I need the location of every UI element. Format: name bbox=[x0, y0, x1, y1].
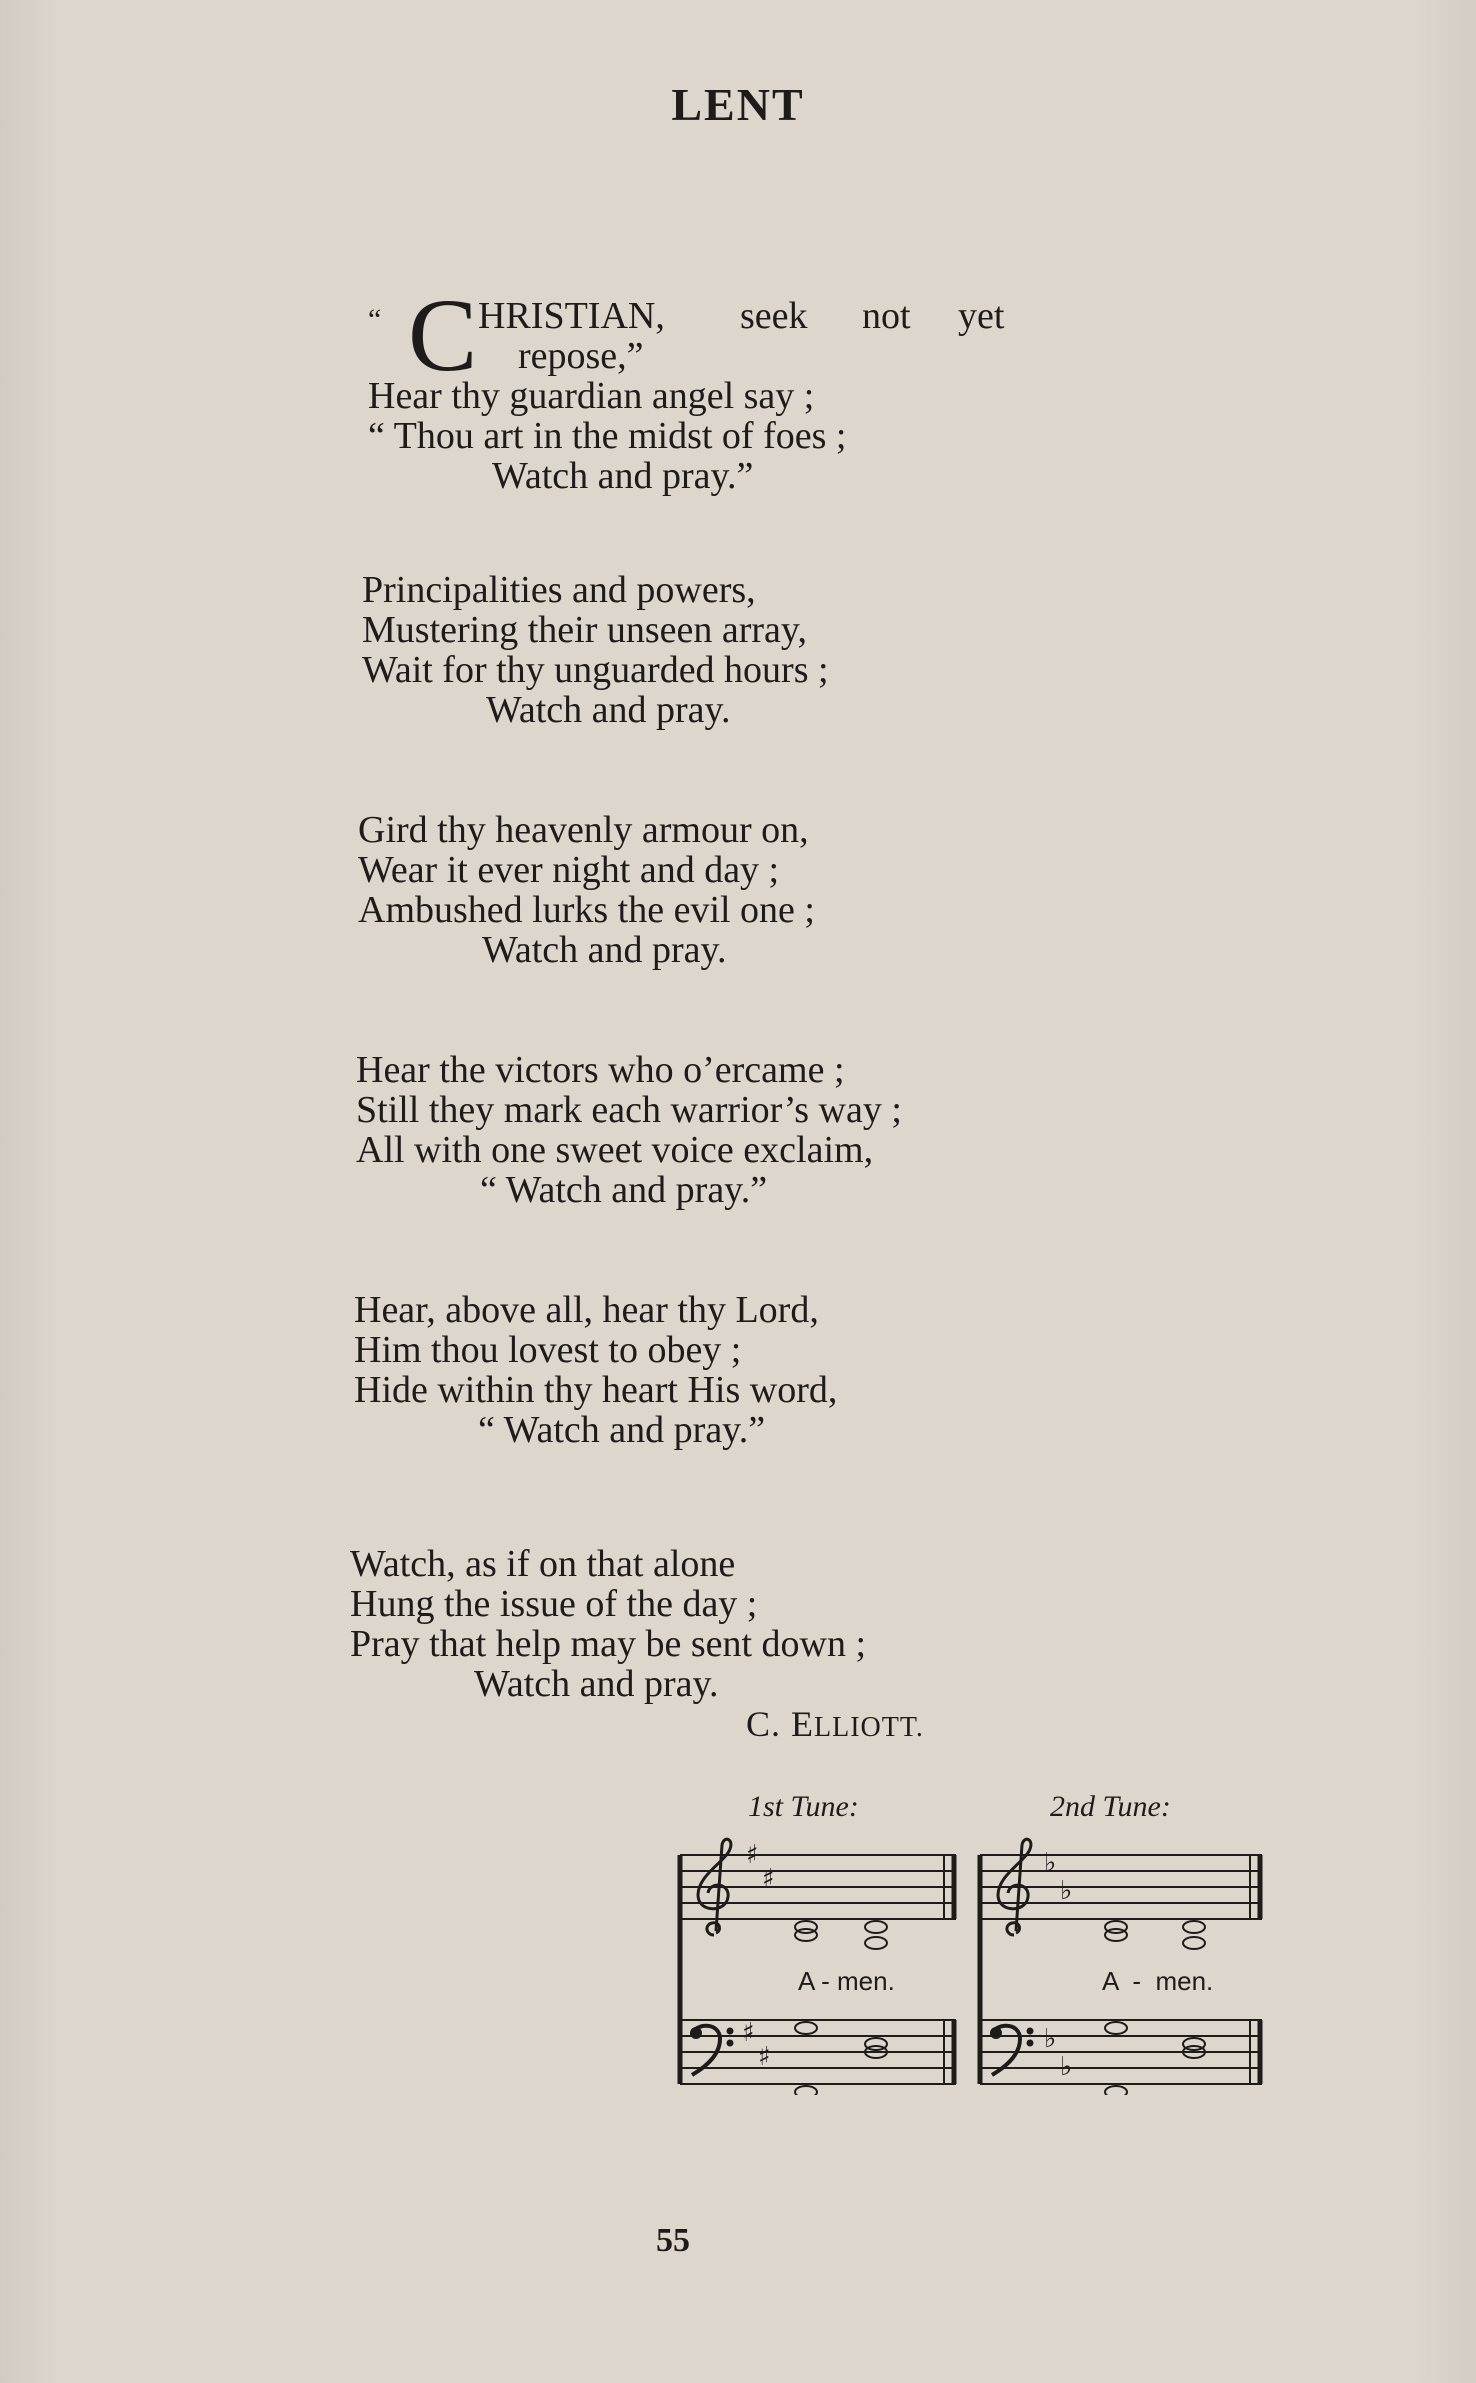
refrain-line: “ Watch and pray.” bbox=[478, 1409, 766, 1451]
verse-line: Hear, above all, hear thy Lord, bbox=[354, 1289, 819, 1331]
stanza-2 bbox=[362, 570, 829, 730]
verse-line: All with one sweet voice exclaim, bbox=[356, 1129, 874, 1171]
stanza-5 bbox=[354, 1290, 837, 1450]
verse-line: Hear thy guardian angel say ; bbox=[368, 375, 815, 417]
author-surname: LLIOTT. bbox=[814, 1712, 924, 1743]
verse-line: Principalities and powers, bbox=[362, 569, 756, 611]
running-head: LENT bbox=[671, 79, 805, 130]
svg-text:♯: ♯ bbox=[762, 1864, 775, 1894]
verse-line: Still they mark each warrior’s way ; bbox=[356, 1089, 902, 1131]
refrain-line: Watch and pray.” bbox=[492, 455, 754, 497]
tune-1-amen-lyric: A - men. bbox=[798, 1966, 895, 1996]
svg-text:♭: ♭ bbox=[1060, 1876, 1073, 1906]
drop-cap: C bbox=[408, 278, 478, 393]
verse-line: Him thou lovest to obey ; bbox=[354, 1329, 742, 1371]
verse-line: Hung the issue of the day ; bbox=[350, 1583, 758, 1625]
verse-line: Hide within thy heart His word, bbox=[354, 1369, 838, 1411]
svg-text:♯: ♯ bbox=[758, 2042, 771, 2072]
svg-text:♭: ♭ bbox=[1060, 2052, 1073, 2082]
refrain-line: Watch and pray. bbox=[482, 929, 727, 971]
word-yet: yet bbox=[958, 295, 1005, 337]
verse-line: Watch, as if on that alone bbox=[350, 1543, 736, 1585]
verse-line: Hear the victors who o’ercame ; bbox=[356, 1049, 845, 1091]
tune-2-amen-lyric: A - men. bbox=[1102, 1966, 1214, 1996]
verse-line: Wear it ever night and day ; bbox=[358, 849, 780, 891]
word-not: not bbox=[862, 295, 911, 337]
svg-text:♭: ♭ bbox=[1044, 2024, 1057, 2054]
verse-line: Pray that help may be sent down ; bbox=[350, 1623, 867, 1665]
tune-1-amen-score bbox=[676, 1835, 961, 2095]
stanza-1-continuation: repose,” bbox=[518, 335, 644, 377]
verse-line: Ambushed lurks the evil one ; bbox=[358, 889, 815, 931]
stanza-4 bbox=[356, 1050, 902, 1210]
stanza-6 bbox=[350, 1544, 866, 1704]
author-initial: C. E bbox=[746, 1704, 815, 1744]
word-seek: seek bbox=[740, 295, 808, 337]
stanza-3 bbox=[358, 810, 815, 970]
score-2-svg bbox=[976, 1835, 1266, 2095]
verse-line: Gird thy heavenly armour on, bbox=[358, 809, 809, 851]
verse-line: “ Thou art in the midst of foes ; bbox=[368, 415, 847, 457]
stanza-1 bbox=[368, 278, 1005, 497]
verse-line: Wait for thy unguarded hours ; bbox=[362, 649, 829, 691]
first-word: HRISTIAN, bbox=[478, 295, 665, 337]
svg-text:♯: ♯ bbox=[746, 1840, 759, 1870]
page-number: 55 bbox=[656, 2222, 690, 2259]
score-1-svg bbox=[676, 1835, 961, 2095]
refrain-line: “ Watch and pray.” bbox=[480, 1169, 768, 1211]
svg-text:♭: ♭ bbox=[1044, 1848, 1057, 1878]
tune-2-amen-score bbox=[976, 1835, 1266, 2095]
author-attribution bbox=[746, 1703, 924, 1745]
opening-quote: “ bbox=[368, 303, 382, 336]
refrain-line: Watch and pray. bbox=[486, 689, 731, 731]
verse-line: Mustering their unseen array, bbox=[362, 609, 807, 651]
tune-2-label: 2nd Tune: bbox=[1050, 1790, 1171, 1823]
refrain-line: Watch and pray. bbox=[474, 1663, 719, 1705]
tune-1-label: 1st Tune: bbox=[748, 1790, 859, 1823]
svg-text:♯: ♯ bbox=[742, 2018, 755, 2048]
